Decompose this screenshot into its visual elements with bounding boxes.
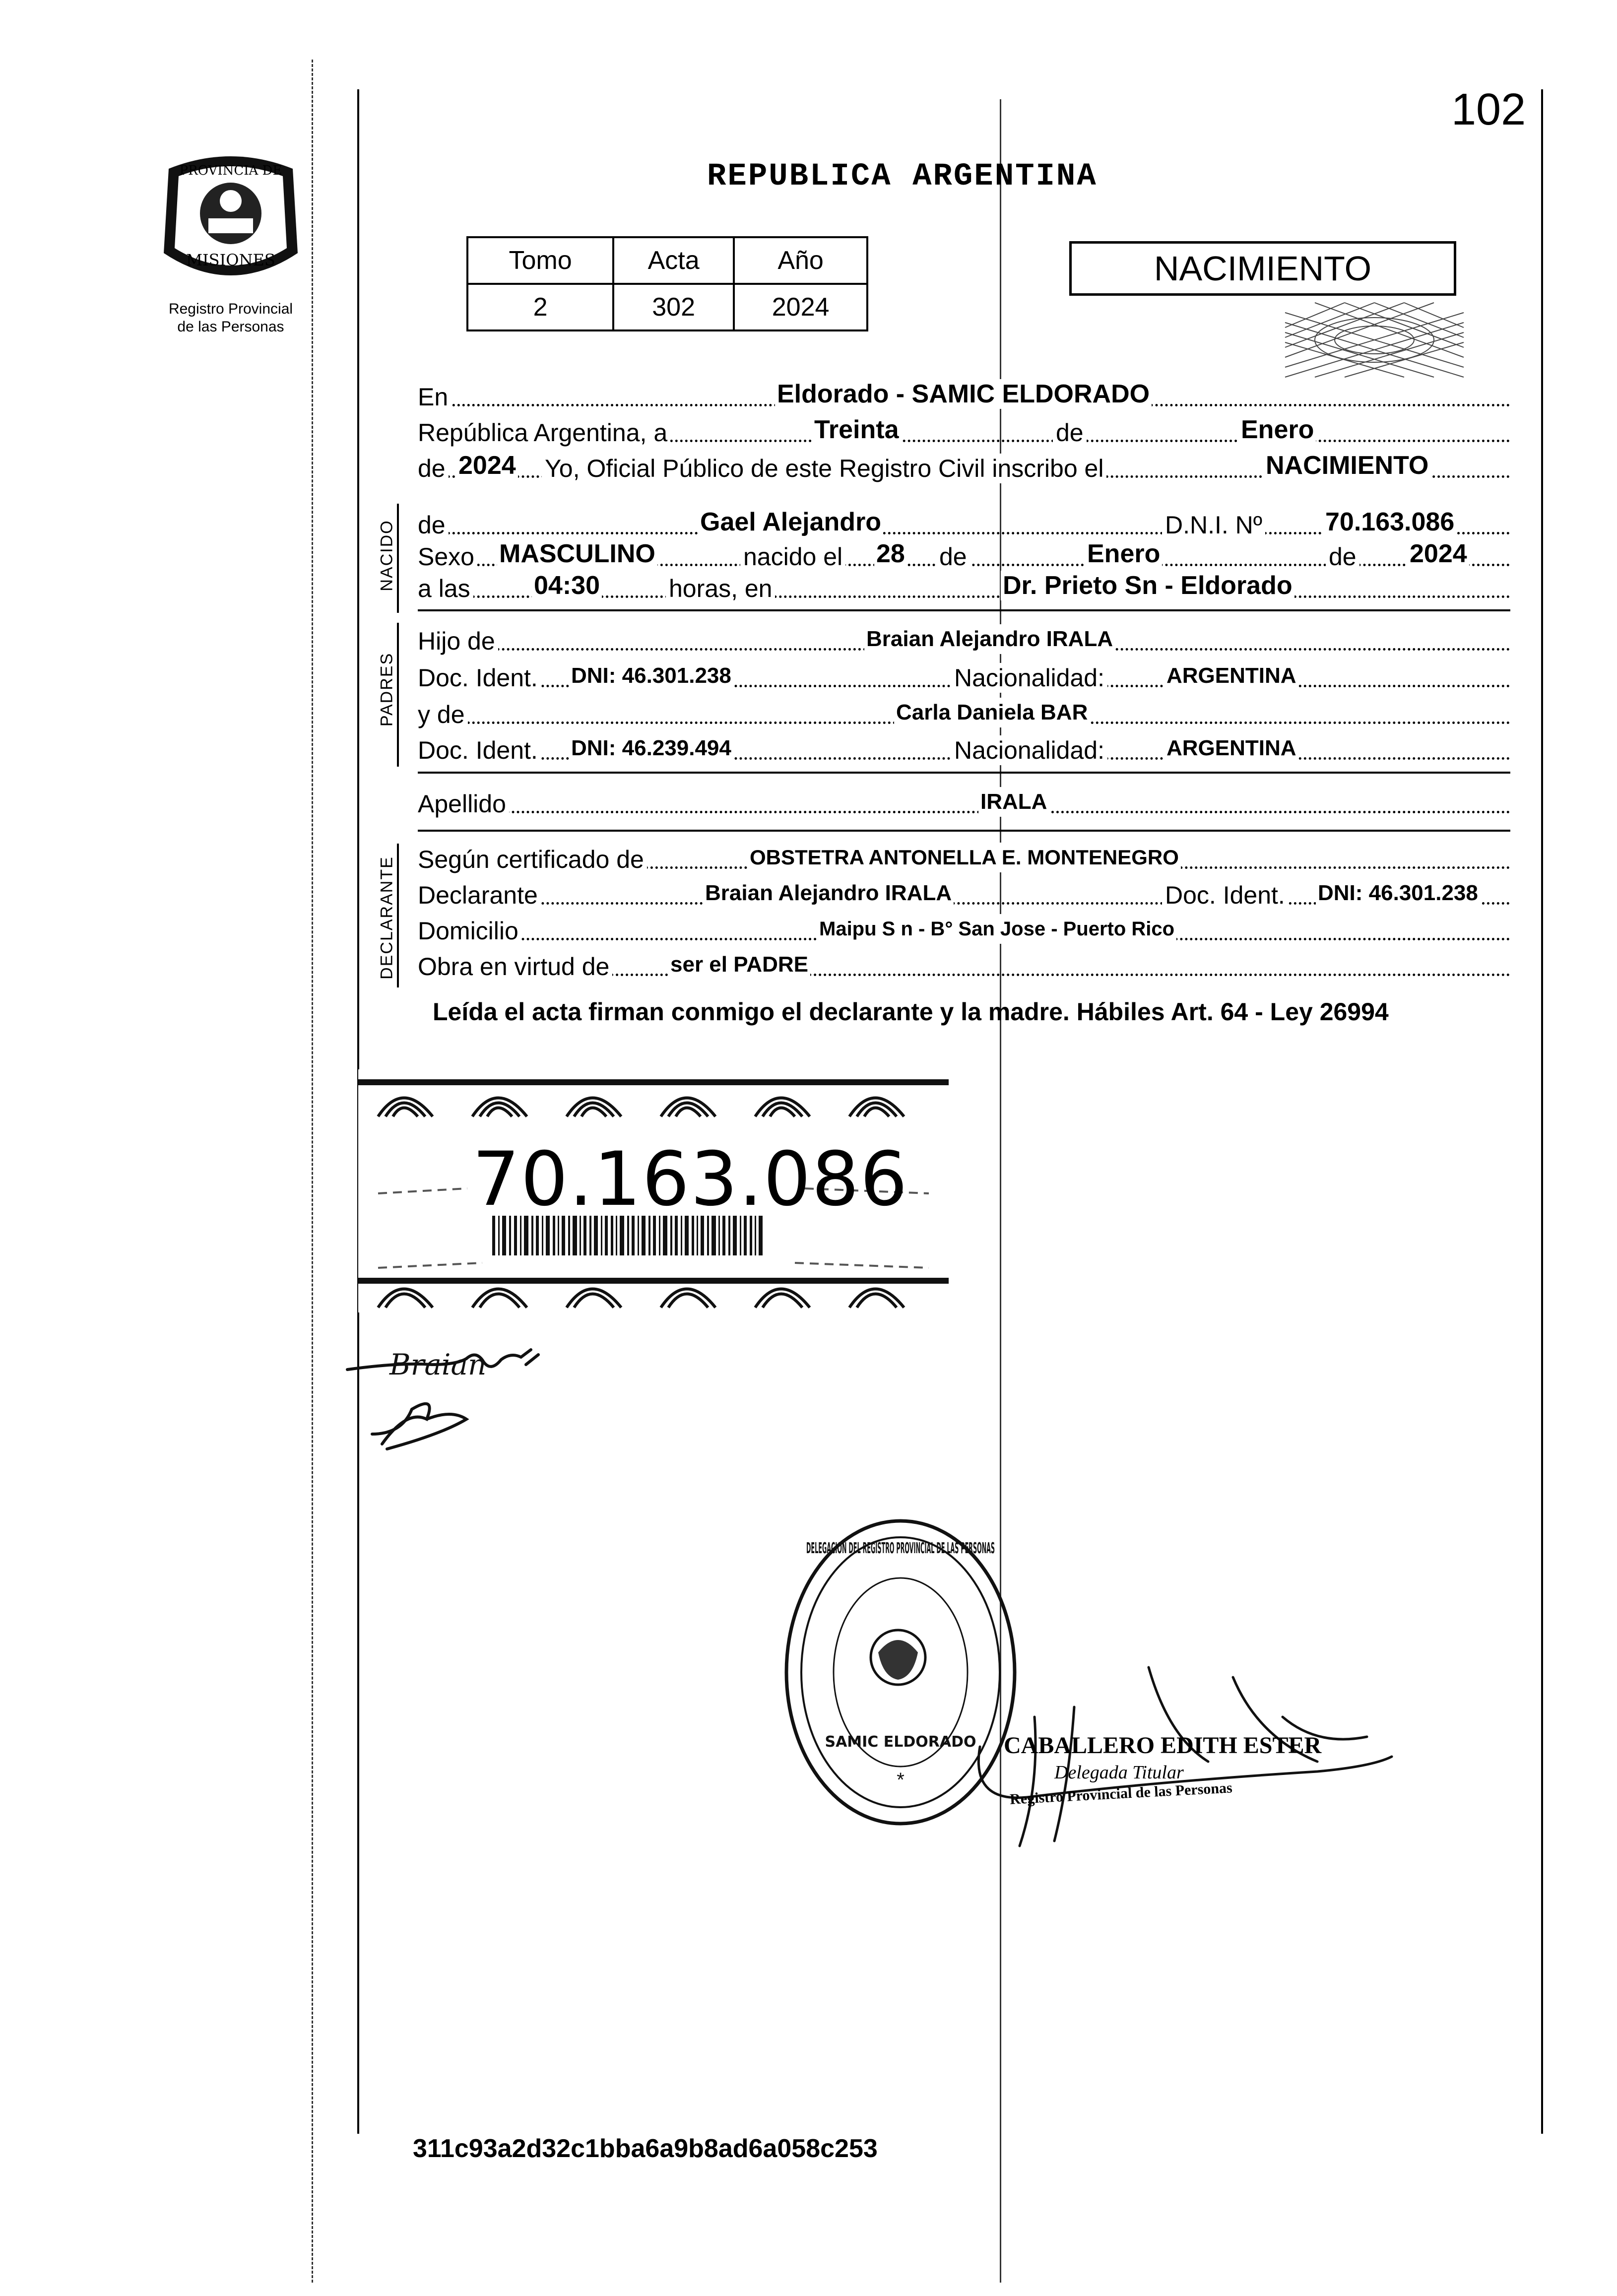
- stamp-inner-text: SAMIC ELDORADO: [825, 1733, 976, 1751]
- misiones-seal-icon: [149, 149, 313, 298]
- nacido-side-label: NACIDO: [377, 520, 396, 591]
- seal-top-text: PROVINCIA DE: [179, 163, 282, 178]
- birth-year-value: 2024: [1408, 539, 1469, 569]
- declarante-bracket: [397, 844, 399, 987]
- apellido-value: IRALA: [978, 787, 1049, 817]
- father-doc-value: DNI: 46.301.238: [569, 661, 733, 691]
- declarante-doc-value: DNI: 46.301.238: [1316, 878, 1480, 908]
- margin-dash-line: [312, 60, 313, 2283]
- right-border-line: [1541, 89, 1543, 2134]
- mother-nationality-value: ARGENTINA: [1164, 733, 1298, 763]
- declarante-label: Declarante: [418, 880, 541, 910]
- row-sexo: [418, 539, 1510, 572]
- birth-month-value: Enero: [1085, 539, 1162, 569]
- row-domicilio: [418, 916, 1510, 946]
- sexo-value: MASCULINO: [497, 539, 657, 569]
- mother-name-value: Carla Daniela BAR: [894, 698, 1090, 727]
- sexo-label: Sexo: [418, 542, 477, 572]
- hologram-pattern-icon: [1285, 303, 1464, 377]
- closing-text: Leída el acta firman conmigo el declarante y la madre. Hábiles Art. 64 - Ley 26994: [433, 998, 1389, 1026]
- declarante-value: Braian Alejandro IRALA: [703, 878, 954, 908]
- official-office: Registro Provincial de las Personas: [1009, 1779, 1233, 1808]
- declarant-signatures: [342, 1335, 551, 1464]
- year-value: 2024: [456, 451, 518, 480]
- day-words-value: Treinta: [812, 415, 901, 445]
- doc-ident-label: Doc. Ident.: [1162, 880, 1288, 910]
- hijo-de-label: Hijo de: [418, 626, 498, 656]
- table-header: Acta: [613, 237, 734, 284]
- row-mother-doc: [418, 735, 1510, 765]
- obra-label: Obra en virtud de: [418, 952, 612, 982]
- official-name: CABALLERO EDITH ESTER: [1004, 1732, 1322, 1759]
- official-role: Delegada Titular: [1054, 1762, 1184, 1783]
- child-dni-value: 70.163.086: [1323, 507, 1456, 537]
- row-declarante: [418, 880, 1510, 910]
- row-obra: [418, 952, 1510, 982]
- declarant-signature-text: Braian: [389, 1348, 487, 1381]
- section-divider: [418, 609, 1510, 611]
- domicilio-label: Domicilio: [418, 916, 521, 946]
- republica-label: República Argentina, a: [418, 418, 670, 448]
- barcode-number: 70.163.086: [472, 1136, 908, 1223]
- record-table: [466, 236, 868, 331]
- table-cell: 2024: [734, 284, 867, 330]
- table-cell: 302: [613, 284, 734, 330]
- de-label: de: [936, 542, 970, 572]
- birth-place-value: Dr. Prieto Sn - Eldorado: [1001, 571, 1294, 600]
- certificado-value: OBSTETRA ANTONELLA E. MONTENEGRO: [748, 843, 1181, 872]
- dotted-leader: [418, 811, 1510, 813]
- nacido-de-label: de: [418, 510, 449, 540]
- stamp-ring-text: DELEGACION DEL REGISTRO PROVINCIAL DE LAS PERSONAS: [806, 1540, 995, 1557]
- birth-time-value: 04:30: [532, 571, 602, 600]
- de-label: de: [1053, 418, 1087, 448]
- row-certificado: [418, 845, 1510, 874]
- nacido-el-label: nacido el: [740, 542, 845, 572]
- document-title: REPUBLICA ARGENTINA: [707, 159, 1098, 195]
- padres-side-label: PADRES: [377, 652, 396, 727]
- row-en: [418, 382, 1510, 412]
- domicilio-value: Maipu S n - B° San Jose - Puerto Rico: [817, 914, 1176, 944]
- table-header: Tomo: [467, 237, 613, 284]
- horas-label: horas, en: [666, 574, 775, 603]
- dni-label: D.N.I. Nº: [1162, 510, 1265, 540]
- doc-ident-label: Doc. Ident.: [418, 663, 541, 693]
- month-value: Enero: [1239, 415, 1316, 445]
- row-oficial: [418, 451, 1510, 483]
- row-republica: [418, 415, 1510, 448]
- certificado-label: Según certificado de: [418, 845, 647, 874]
- row-y-de: [418, 700, 1510, 729]
- row-apellido: [418, 789, 1510, 819]
- official-signature-block: [960, 1657, 1407, 1866]
- registry-caption-1: Registro Provincial: [168, 301, 293, 317]
- apellido-label: Apellido: [418, 789, 509, 819]
- row-hijo-de: [418, 626, 1510, 656]
- page-number: 102: [1451, 85, 1526, 134]
- row-hora: [418, 571, 1510, 603]
- oficial-text: Yo, Oficial Público de este Registro Civil inscribo el: [542, 454, 1106, 483]
- year-prefix-label: de: [418, 454, 449, 483]
- section-divider: [418, 772, 1510, 774]
- row-nacido-name: [418, 510, 1510, 540]
- en-label: En: [418, 382, 451, 412]
- en-value: Eldorado - SAMIC ELDORADO: [775, 379, 1152, 409]
- row-father-doc: [418, 663, 1510, 693]
- section-divider: [418, 830, 1510, 832]
- obra-value: ser el PADRE: [668, 950, 810, 980]
- a-las-label: a las: [418, 574, 473, 603]
- hash-code: 311c93a2d32c1bba6a9b8ad6a058c253: [413, 2134, 878, 2163]
- declarante-side-label: DECLARANTE: [377, 856, 396, 980]
- nacionalidad-label: Nacionalidad:: [951, 735, 1107, 765]
- nacido-bracket: [397, 504, 399, 613]
- nacionalidad-label: Nacionalidad:: [951, 663, 1107, 693]
- doc-ident-label: Doc. Ident.: [418, 735, 541, 765]
- mother-doc-value: DNI: 46.239.494: [569, 733, 733, 763]
- de-label: de: [1326, 542, 1359, 572]
- table-cell: 2: [467, 284, 613, 330]
- registry-logo: [149, 149, 313, 336]
- child-name-value: Gael Alejandro: [698, 507, 883, 537]
- y-de-label: y de: [418, 700, 468, 729]
- seal-bottom-text: MISIONES: [186, 251, 275, 269]
- father-name-value: Braian Alejandro IRALA: [864, 624, 1115, 654]
- table-header: Año: [734, 237, 867, 284]
- registry-caption-2: de las Personas: [177, 319, 284, 335]
- record-type-box: NACIMIENTO: [1069, 241, 1456, 296]
- svg-text:*: *: [897, 1769, 905, 1791]
- birth-day-value: 28: [874, 539, 907, 569]
- padres-bracket: [397, 623, 399, 767]
- security-hologram: [1285, 303, 1464, 377]
- signature-scribble-icon: [342, 1335, 551, 1464]
- father-nationality-value: ARGENTINA: [1164, 661, 1298, 691]
- barcode-label: [358, 1069, 949, 1312]
- act-type-value: NACIMIENTO: [1264, 451, 1430, 480]
